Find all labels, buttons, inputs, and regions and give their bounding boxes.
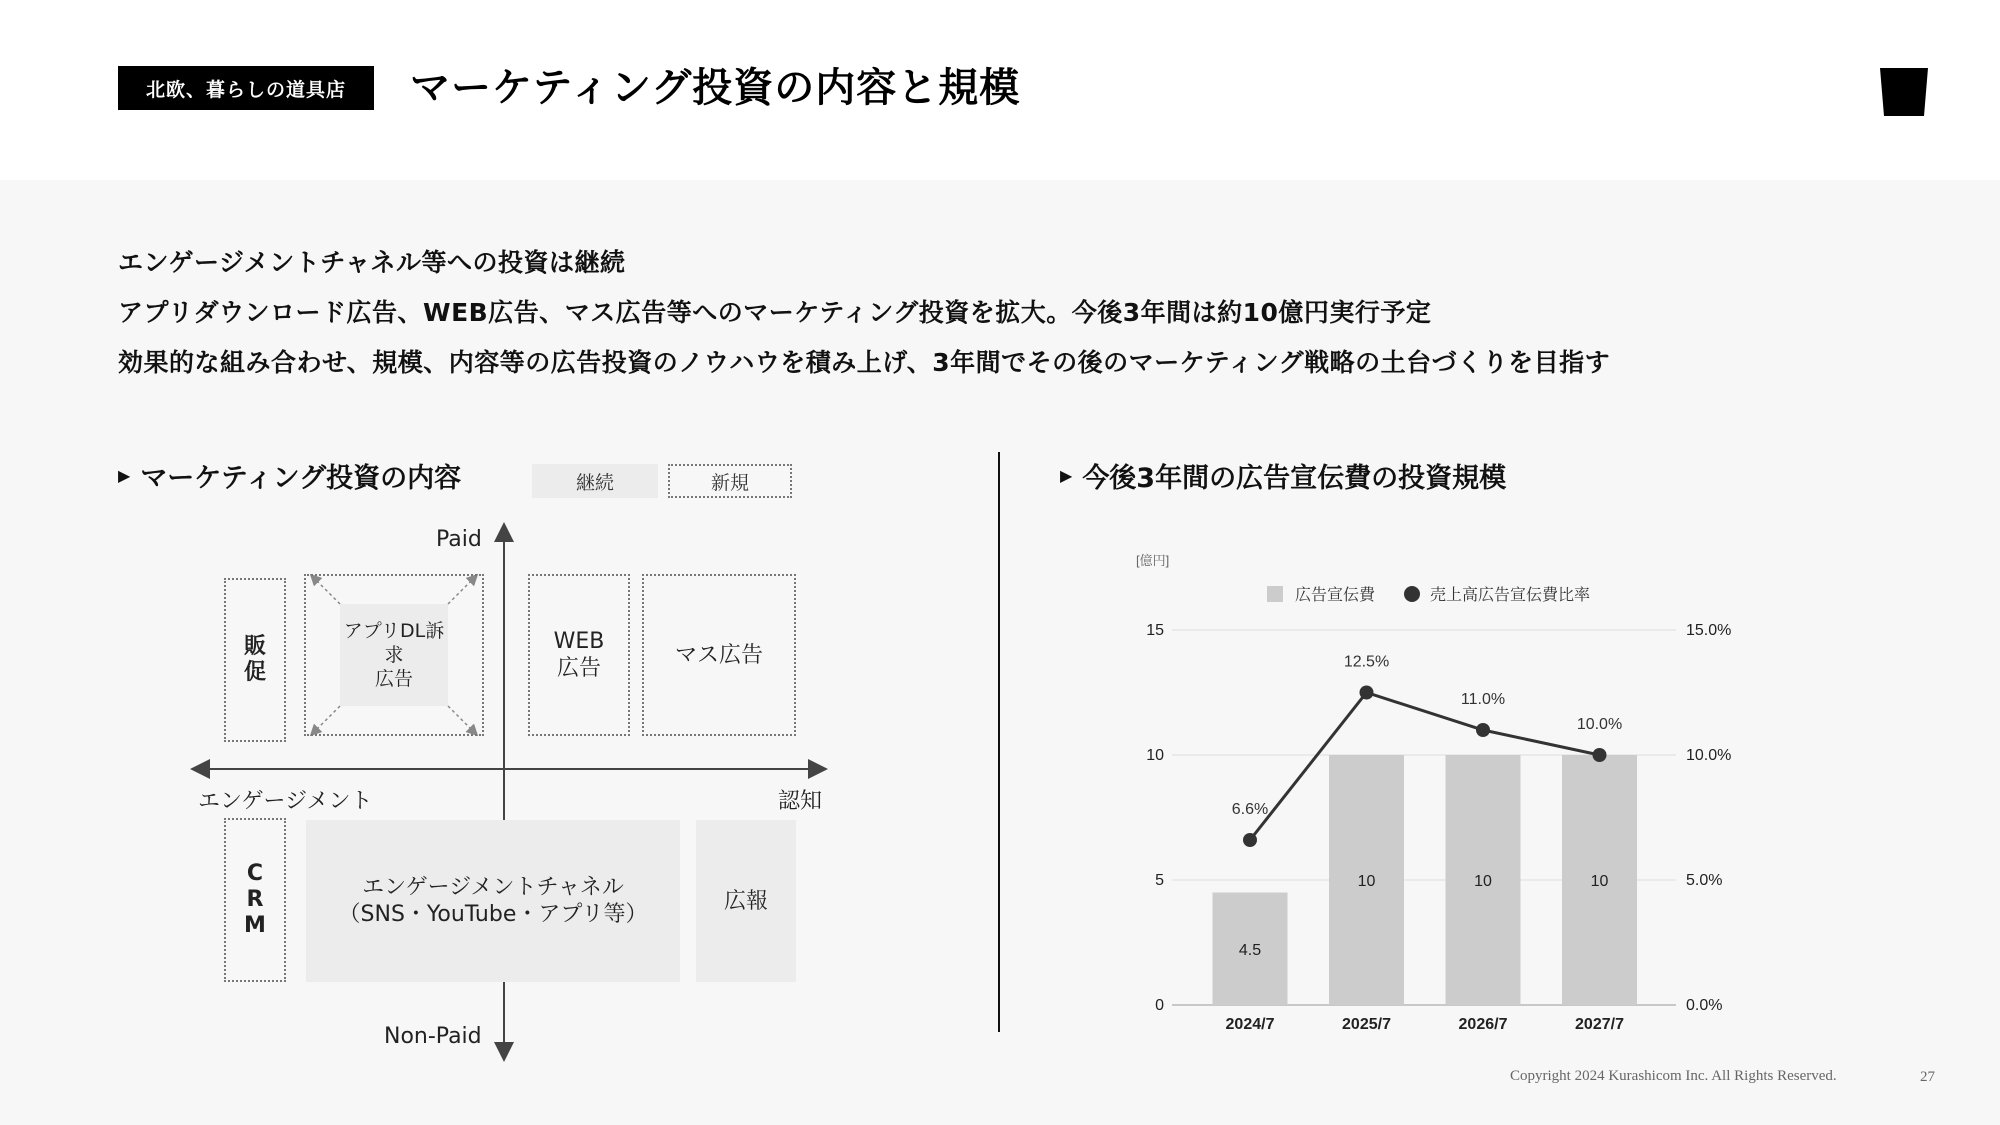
y-right-tick-label: 10.0% xyxy=(1686,747,1732,764)
box-engagement-line1: エンゲージメントチャネル xyxy=(362,875,624,900)
box-sales-promotion-char2: 促 xyxy=(243,660,266,685)
axis-label-engagement: エンゲージメント xyxy=(198,789,373,814)
chart-legend xyxy=(1267,585,1590,604)
box-crm-char1: C xyxy=(246,861,264,886)
left-section-title-text: マーケティング投資の内容 xyxy=(140,463,462,494)
legend-bar-swatch xyxy=(1267,586,1283,602)
triangle-icon: ▶ xyxy=(118,466,131,485)
ratio-line xyxy=(1250,693,1600,841)
y-right-tick-label: 0.0% xyxy=(1686,997,1723,1014)
legend-bar-label: 広告宣伝費 xyxy=(1295,587,1376,604)
ratio-point-label: 6.6% xyxy=(1231,801,1269,818)
page-title: マーケティング投資の内容と規模 xyxy=(410,65,1021,111)
box-crm-char3: M xyxy=(244,913,266,938)
y-right-tick-label: 5.0% xyxy=(1686,872,1723,889)
right-section-title-text: 今後3年間の広告宣伝費の投資規模 xyxy=(1082,463,1507,494)
ratio-point-label: 11.0% xyxy=(1460,691,1506,708)
ratio-point-label: 10.0% xyxy=(1576,716,1623,733)
box-crm-char2: R xyxy=(246,887,264,912)
y-left-tick-label: 15 xyxy=(1146,622,1164,639)
box-web-ad-line1: WEB xyxy=(553,629,605,654)
legend-new: 新規 xyxy=(668,464,792,498)
legend-line-swatch xyxy=(1404,586,1420,602)
lead-line-3: 効果的な組み合わせ、規模、内容等の広告投資のノウハウを積み上げ、3年間でその後のマーケティング戦略の土台づくりを目指す xyxy=(118,348,1611,377)
axis-label-paid: Paid xyxy=(436,527,482,552)
y-left-tick-label: 10 xyxy=(1146,747,1164,764)
box-app-dl-line2: 広告 xyxy=(374,668,413,690)
box-web-ad-line2: 広告 xyxy=(556,656,601,681)
bar-value-label: 10 xyxy=(1474,873,1492,890)
chart-unit-label: [億円] xyxy=(1136,553,1170,568)
x-tick-label: 2027/7 xyxy=(1575,1016,1624,1033)
triangle-icon: ▶ xyxy=(1060,466,1073,485)
box-engagement-line2: （SNS・YouTube・アプリ等） xyxy=(338,902,648,927)
legend-continue: 継続 xyxy=(532,464,658,498)
axis-label-nonpaid: Non-Paid xyxy=(384,1024,482,1049)
brand-badge: 北欧、暮らしの道具店 xyxy=(118,66,374,110)
x-tick-label: 2024/7 xyxy=(1225,1016,1275,1033)
bar-value-label: 10 xyxy=(1357,873,1376,890)
ratio-point xyxy=(1593,748,1607,762)
box-mass-ad: マス広告 xyxy=(642,574,796,736)
copyright: Copyright 2024 Kurashicom Inc. All Rights Reserved. xyxy=(1510,1068,1837,1084)
box-app-dl-line1: アプリDL訴求 xyxy=(343,620,445,666)
box-sales-promotion-char1: 販 xyxy=(243,634,266,659)
ratio-point xyxy=(1476,723,1490,737)
page-number: 27 xyxy=(1920,1069,1935,1085)
y-left-tick-label: 5 xyxy=(1155,872,1164,889)
ratio-point xyxy=(1360,686,1374,700)
x-tick-label: 2026/7 xyxy=(1458,1016,1508,1033)
bar-value-label: 10 xyxy=(1590,873,1609,890)
x-tick-label: 2025/7 xyxy=(1342,1016,1391,1033)
y-left-tick-label: 0 xyxy=(1155,997,1164,1014)
y-right-tick-label: 15.0% xyxy=(1686,622,1732,639)
axis-label-awareness: 認知 xyxy=(778,789,823,814)
ratio-point xyxy=(1243,833,1257,847)
box-pr: 広報 xyxy=(696,820,796,982)
ratio-point-label: 12.5% xyxy=(1343,653,1390,671)
lead-line-1: エンゲージメントチャネル等への投資は継続 xyxy=(118,248,626,277)
lead-line-2: アプリダウンロード広告、WEB広告、マス広告等へのマーケティング投資を拡大。今後3年間は約10億円実行予定 xyxy=(118,298,1432,327)
bar-value-label: 4.5 xyxy=(1238,941,1262,959)
legend-line-label: 売上高広告宣伝費比率 xyxy=(1430,587,1591,604)
